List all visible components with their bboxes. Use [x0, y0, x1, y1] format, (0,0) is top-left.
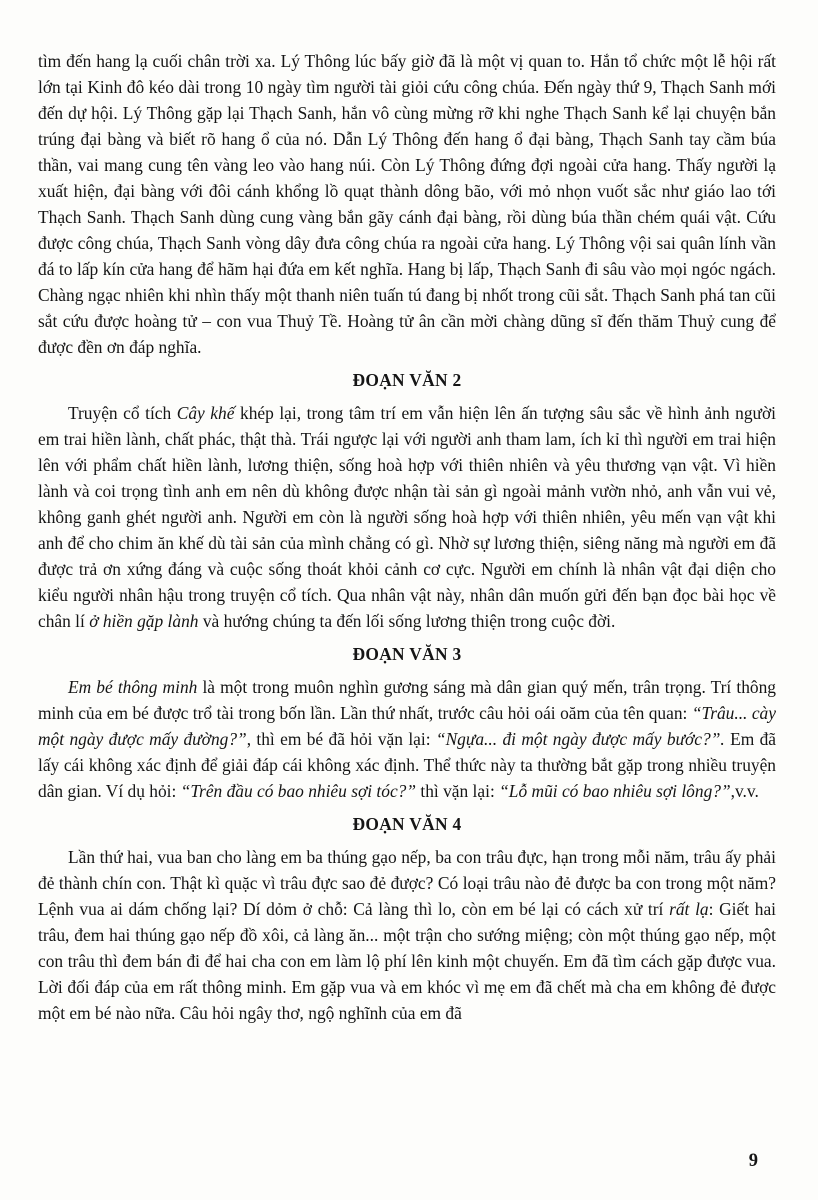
- italic-text-segment: “Ngựa... đi một ngày được mấy bước?”.: [435, 729, 725, 749]
- italic-text-segment: Cây khế: [176, 403, 235, 423]
- paragraph: [38, 674, 776, 804]
- text-segment: Truyện cổ tích: [68, 403, 177, 423]
- text-segment: khép lại, trong tâm trí em vẫn hiện lên ấn tượng sâu sắc về hình ảnh người em trai hiền lành, chất phác, thật thà. Trái ngược lại với người anh tham lam, ích kỉ thì người em trai hiện lên với phẩm chất hiền lành, lương thiện, sống hoà hợp với thiên nhiên và yêu thương vạn vật. Vì hiền lành và coi trọng tình anh em nên dù không được nhận tài sản gì ngoài mảnh vườn nhỏ, anh vẫn vui vẻ, không ganh ghét người anh. Người em còn là người sống hoà hợp với thiên nhiên, yêu mến vạn vật khi anh để cho chim ăn khế dù tài sản của mình chẳng có gì. Nhờ sự lương thiện, siêng năng mà người em đã được trả ơn xứng đáng và cuộc sống thoát khỏi cảnh cơ cực. Người em chính là nhân vật đại diện cho kiểu người nhân hậu trong truyện cổ tích. Qua nhân vật này, nhân dân muốn gửi đến bạn đọc bài học về chân lí: [38, 403, 776, 631]
- page-number: 9: [748, 1151, 758, 1171]
- paragraph: [38, 400, 776, 634]
- page-content: [38, 48, 776, 1026]
- section-heading: ĐOẠN VĂN 2: [352, 370, 462, 390]
- italic-text-segment: ở hiền gặp lành: [89, 611, 199, 631]
- italic-text-segment: rất lạ: [669, 899, 709, 919]
- text-segment: : Giết hai trâu, đem hai thúng gạo nếp đồ xôi, cả làng ăn... một trận cho sướng miệng; còn một thúng gạo nếp, một con trâu thì đem bán đi để hai cha con em làm lộ phí lên kinh một chuyến. Em đã tìm cách gặp được vua. Lời đối đáp của em rất thông minh. Em gặp vua và em khóc vì mẹ em đã chết mà cha em không đẻ được một em bé nào nữa. Câu hỏi ngây thơ, ngộ nghĩnh của em đã: [38, 899, 776, 1023]
- section-heading: ĐOẠN VĂN 4: [352, 814, 462, 834]
- text-segment: , thì em bé đã hỏi vặn lại:: [246, 729, 436, 749]
- italic-text-segment: “Lỗ mũi có bao nhiêu sợi lông?”: [499, 781, 731, 801]
- text-segment: và hướng chúng ta đến lối sống lương thiện trong cuộc đời.: [198, 611, 616, 631]
- italic-text-segment: “Trâu... cày một ngày được mấy đường?”: [38, 703, 776, 749]
- text-segment: thì vặn lại:: [416, 781, 500, 801]
- text-segment: Lần thứ hai, vua ban cho làng em ba thúng gạo nếp, ba con trâu đực, hạn trong mỗi năm, trâu ấy phải đẻ thành chín con. Thật kì quặc vì trâu đực sao đẻ được? Có loại trâu nào đẻ được ba con trong một năm? Lệnh vua ai dám chống lại? Dí dỏm ở chỗ: Cả làng thì lo, còn em bé lại có cách xử trí: [38, 847, 776, 919]
- text-segment: tìm đến hang lạ cuối chân trời xa. Lý Thông lúc bấy giờ đã là một vị quan to. Hắn tổ chức một lễ hội rất lớn tại Kinh đô kéo dài trong 10 ngày tìm người tài giỏi cứu công chúa. Đến ngày thứ 9, Thạch Sanh mới đến dự hội. Lý Thông gặp lại Thạch Sanh, hắn vô cùng mừng rỡ khi nghe Thạch Sanh kể lại chuyện bắn trúng đại bàng và biết rõ hang ổ của nó. Dẫn Lý Thông đến hang ổ đại bàng, Thạch Sanh tay cầm búa thần, vai mang cung tên vàng leo vào hang núi. Còn Lý Thông đứng đợi ngoài cửa hang. Thấy người lạ xuất hiện, đại bàng với đôi cánh khổng lồ quạt thành dông bão, với mỏ nhọn vuốt sắc như giáo lao tới Thạch Sanh. Thạch Sanh dùng cung vàng bắn gãy cánh đại bàng, rồi dùng búa thần chém quái vật. Cứu được công chúa, Thạch Sanh vòng dây đưa công chúa ra ngoài cửa hang. Lý Thông vội sai quân lính vần đá to lấp kín cửa hang để hãm hại đứa em kết nghĩa. Hang bị lấp, Thạch Sanh đi sâu vào mọi ngóc ngách. Chàng ngạc nhiên khi nhìn thấy một thanh niên tuấn tú đang bị nhốt trong cũi sắt. Thạch Sanh phá tan cũi sắt cứu được hoàng tử – con vua Thuỷ Tề. Hoàng tử ân cần mời chàng dũng sĩ đến thăm Thuỷ cung để được đền ơn đáp nghĩa.: [38, 51, 776, 357]
- text-segment: Em đã lấy cái không xác định để giải đáp cái không xác định. Thể thức này ta thường bắt gặp trong nhiều truyện dân gian. Ví dụ hỏi:: [38, 729, 777, 801]
- paragraph: [38, 844, 776, 1026]
- italic-text-segment: Em bé thông minh: [68, 677, 198, 697]
- text-segment: ,v.v.: [730, 781, 759, 801]
- section-heading: ĐOẠN VĂN 3: [352, 644, 462, 664]
- text-segment: là một trong muôn nghìn gương sáng mà dân gian quý mến, trân trọng. Trí thông minh của em bé được trổ tài trong bốn lần. Lần thứ nhất, trước câu hỏi oái oăm của tên quan:: [38, 677, 776, 723]
- paragraph: [38, 48, 776, 360]
- italic-text-segment: “Trên đầu có bao nhiêu sợi tóc?”: [180, 781, 417, 801]
